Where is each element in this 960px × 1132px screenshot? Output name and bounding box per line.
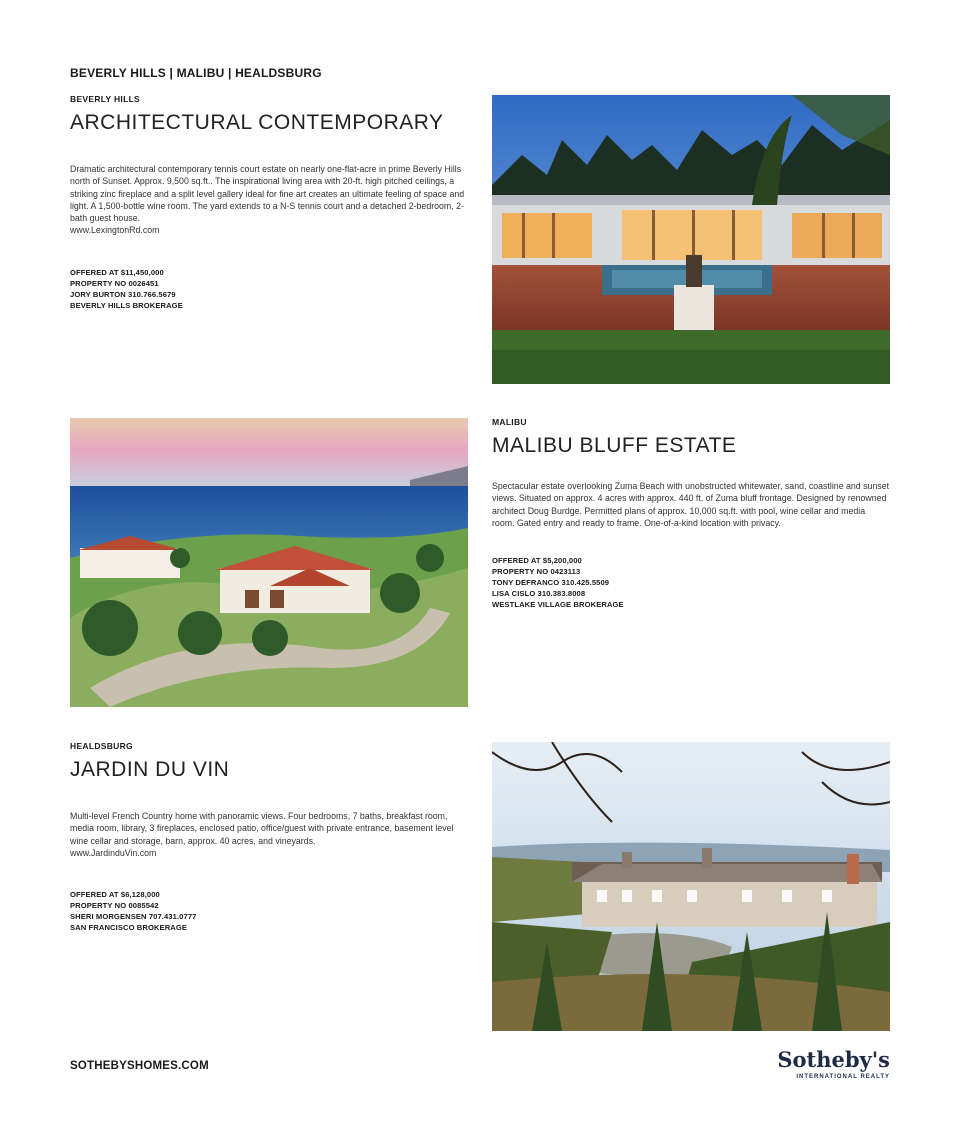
listing-title: MALIBU BLUFF ESTATE xyxy=(492,434,737,457)
logo-subtitle: INTERNATIONAL REALTY xyxy=(796,1074,890,1080)
listing-price: OFFERED AT $5,200,000 xyxy=(492,556,582,566)
sothebys-logo xyxy=(777,1048,890,1080)
listing-price: OFFERED AT $11,450,000 xyxy=(70,267,164,277)
listing-title: ARCHITECTURAL CONTEMPORARY xyxy=(70,111,444,134)
listing-healdsburg xyxy=(70,741,465,933)
listing-details xyxy=(70,267,465,311)
listing-agent: LISA CISLO 310.383.8008 xyxy=(492,589,586,599)
listing-property-no: PROPERTY NO 0026451 xyxy=(70,278,159,288)
listing-description: Dramatic architectural contemporary tennis court estate on nearly one-flat-acre in prime Beverly Hills north of Sunset. Approx. 9,500 sq.ft.. The inspirational living area with 20-ft. high pitched ceilings, a striking zinc fireplace and a split level gallery ideal for fine art creates an ultimate feeling of space and light. A 1,500-bottle wine room. The yard extends to a N-S tennis court and a detached 2-bedroom, 2-bath guest house. xyxy=(70,164,465,224)
listing-property-no: PROPERTY NO 0085542 xyxy=(70,901,159,911)
listing-url-link[interactable]: www.LexingtonRd.com xyxy=(70,225,160,236)
listing-malibu xyxy=(492,417,890,610)
listing-title: JARDIN DU VIN xyxy=(70,758,230,781)
listing-brokerage: BEVERLY HILLS BROKERAGE xyxy=(70,300,183,310)
listing-url-link[interactable]: www.JardinduVin.com xyxy=(70,847,157,858)
listing-agent: JORY BURTON 310.766.5679 xyxy=(70,289,176,299)
listing-brokerage: WESTLAKE VILLAGE BROKERAGE xyxy=(492,600,624,610)
listing-agent: SHERI MORGENSEN 707.431.0777 xyxy=(70,912,197,922)
footer-website-link[interactable]: SOTHEBYSHOMES.COM xyxy=(70,1060,209,1072)
listing-details xyxy=(492,555,890,610)
listing-location: HEALDSBURG xyxy=(70,741,133,751)
page-header-title: BEVERLY HILLS | MALIBU | HEALDSBURG xyxy=(70,66,322,80)
listing-beverly-hills xyxy=(70,94,465,311)
listing-property-no: PROPERTY NO 0423113 xyxy=(492,567,581,577)
listing-details xyxy=(70,889,465,933)
listing-price: OFFERED AT $6,128,000 xyxy=(70,890,160,900)
beverly-hills-house-photo xyxy=(492,95,890,384)
listing-description: Spectacular estate overlooking Zuma Beach with unobstructed whitewater, sand, coastline and sunset views. Situated on approx. 4 acres with approx. 440 ft. of Zuma bluff frontage. Designed by renowned architect Doug Burdge. Permitted plans of approx. 10,000 sq.ft. with pool, wine cellar and media room. Gated entry and ready to frame. One-of-a-kind location with privacy. xyxy=(492,481,890,528)
listing-brokerage: SAN FRANCISCO BROKERAGE xyxy=(70,923,188,933)
listing-description: Multi-level French Country home with panoramic views. Four bedrooms, 7 baths, breakfast room, media room, library, 3 fireplaces, enclosed patio, office/guest with private entrance, basement level wine cellar and storage, barn, approx. 40 acres, and vineyards. xyxy=(70,811,454,846)
listing-location: MALIBU xyxy=(492,417,527,427)
healdsburg-house-photo xyxy=(492,742,890,1031)
logo-name: Sotheby's xyxy=(777,1047,890,1072)
listing-location: BEVERLY HILLS xyxy=(70,94,141,104)
listing-agent: TONY DEFRANCO 310.425.5509 xyxy=(492,578,610,588)
malibu-estate-rendering xyxy=(70,418,468,707)
